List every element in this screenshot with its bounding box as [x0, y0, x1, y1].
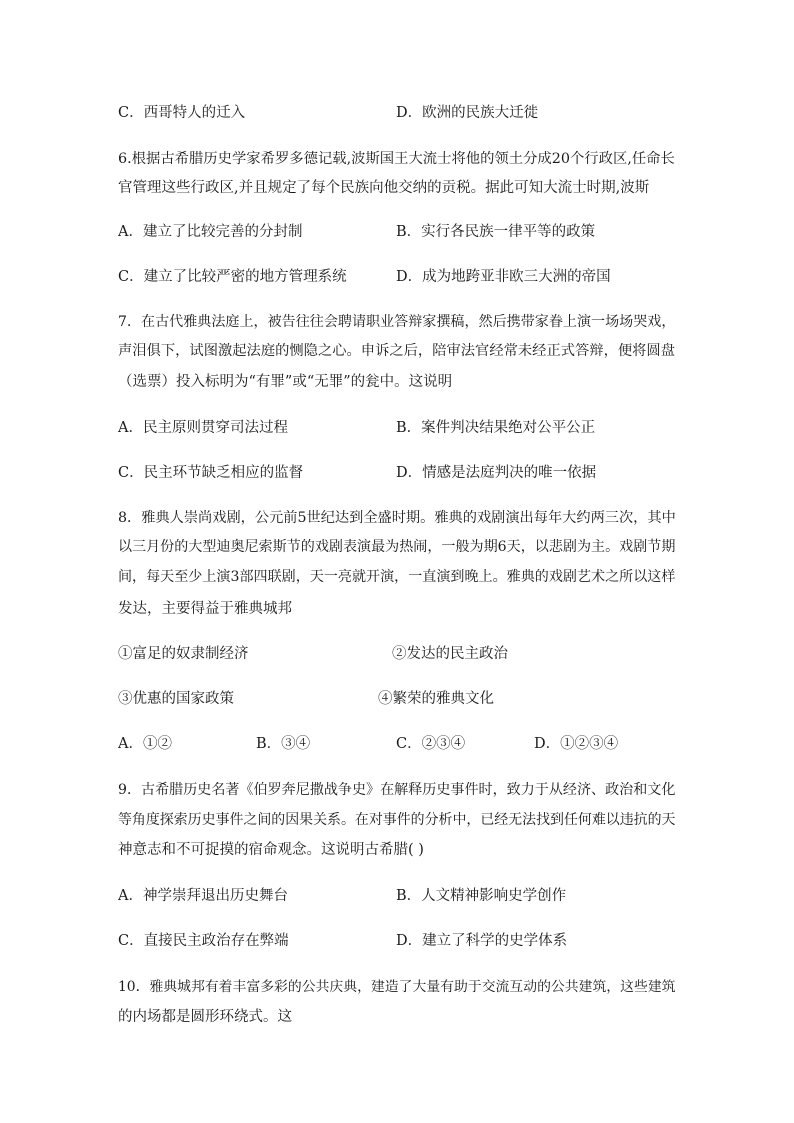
- q7-option-a: A．民主原则贯穿司法过程: [118, 420, 288, 436]
- q8-item-4: ④繁荣的雅典文化: [378, 691, 494, 707]
- q5-option-d: D．欧洲的民族大迁徙: [396, 105, 539, 121]
- q9-stem-line-2: 等角度探索历史事件之间的因果关系。在对事件的分析中，已经无法找到任何难以违抗的天: [118, 812, 676, 828]
- q6-option-c: C．建立了比较严密的地方管理系统: [118, 269, 347, 285]
- q8-stem-line-1: 8．雅典人崇尚戏剧，公元前5世纪达到全盛时期。雅典的戏剧演出每年大约两三次，其中: [118, 510, 676, 526]
- q7-stem-line-3: （选票）投入标明为“有罪”或“无罪”的瓮中。这说明: [118, 374, 453, 390]
- q5-option-c: C．西哥特人的迁入: [118, 105, 246, 121]
- q7-option-c: C．民主环节缺乏相应的监督: [118, 465, 304, 481]
- q8-stem-line-4: 发达，主要得益于雅典城邦: [118, 601, 292, 617]
- q7-option-b: B．案件判决结果绝对公平公正: [396, 420, 596, 436]
- q8-item-3: ③优惠的国家政策: [118, 691, 234, 707]
- q6-option-d: D．成为地跨亚非欧三大洲的帝国: [396, 269, 611, 285]
- q6-stem-line-1: 6.根据古希腊历史学家希罗多德记载,波斯国王大流士将他的领土分成20个行政区,任命长: [118, 151, 675, 167]
- q8-stem-line-2: 以三月份的大型迪奥尼索斯节的戏剧表演最为热闹，一般为期6天，以悲剧为主。戏剧节期: [118, 539, 676, 555]
- q9-option-c: C．直接民主政治存在弊端: [118, 933, 289, 949]
- q7-option-d: D．情感是法庭判决的唯一依据: [396, 465, 597, 481]
- q7-stem-line-2: 声泪俱下，试图激起法庭的恻隐之心。申诉之后，陪审法官经常未经正式答辩，便将圆盘: [118, 343, 675, 359]
- q6-option-b: B．实行各民族一律平等的政策: [396, 224, 596, 240]
- q8-option-d: D．①②③④: [534, 736, 619, 752]
- q7-stem-line-1: 7．在古代雅典法庭上，被告往往会聘请职业答辩家撰稿，然后携带家眷上演一场场哭戏，: [118, 314, 676, 330]
- q9-option-d: D．建立了科学的史学体系: [396, 933, 568, 949]
- q9-option-b: B．人文精神影响史学创作: [396, 888, 567, 904]
- q8-stem-line-3: 间，每天至少上演3部四联剧，天一亮就开演，一直演到晚上。雅典的戏剧艺术之所以这样: [118, 569, 676, 585]
- q8-option-b: B．③④: [256, 736, 311, 752]
- q8-option-a: A．①②: [118, 736, 172, 752]
- q10-stem-line-1: 10．雅典城邦有着丰富多彩的公共庆典，建造了大量有助于交流互动的公共建筑，这些建筑: [118, 979, 676, 995]
- q6-stem-line-2: 官管理这些行政区,并且规定了每个民族向他交纳的贡税。据此可知大流士时期,波斯: [118, 180, 650, 196]
- q9-stem-line-3: 神意志和不可捉摸的宿命观念。这说明古希腊( ): [118, 842, 424, 858]
- q8-item-2: ②发达的民主政治: [392, 646, 508, 662]
- q9-stem-line-1: 9．古希腊历史名著《伯罗奔尼撒战争史》在解释历史事件时，致力于从经济、政治和文化: [118, 782, 676, 798]
- q9-option-a: A．神学崇拜退出历史舞台: [118, 888, 288, 904]
- q8-option-c: C．②③④: [396, 736, 466, 752]
- q8-item-1: ①富足的奴隶制经济: [118, 646, 249, 662]
- q10-stem-line-2: 的内场都是圆形环绕式。这: [118, 1009, 292, 1025]
- q6-option-a: A．建立了比较完善的分封制: [118, 224, 303, 240]
